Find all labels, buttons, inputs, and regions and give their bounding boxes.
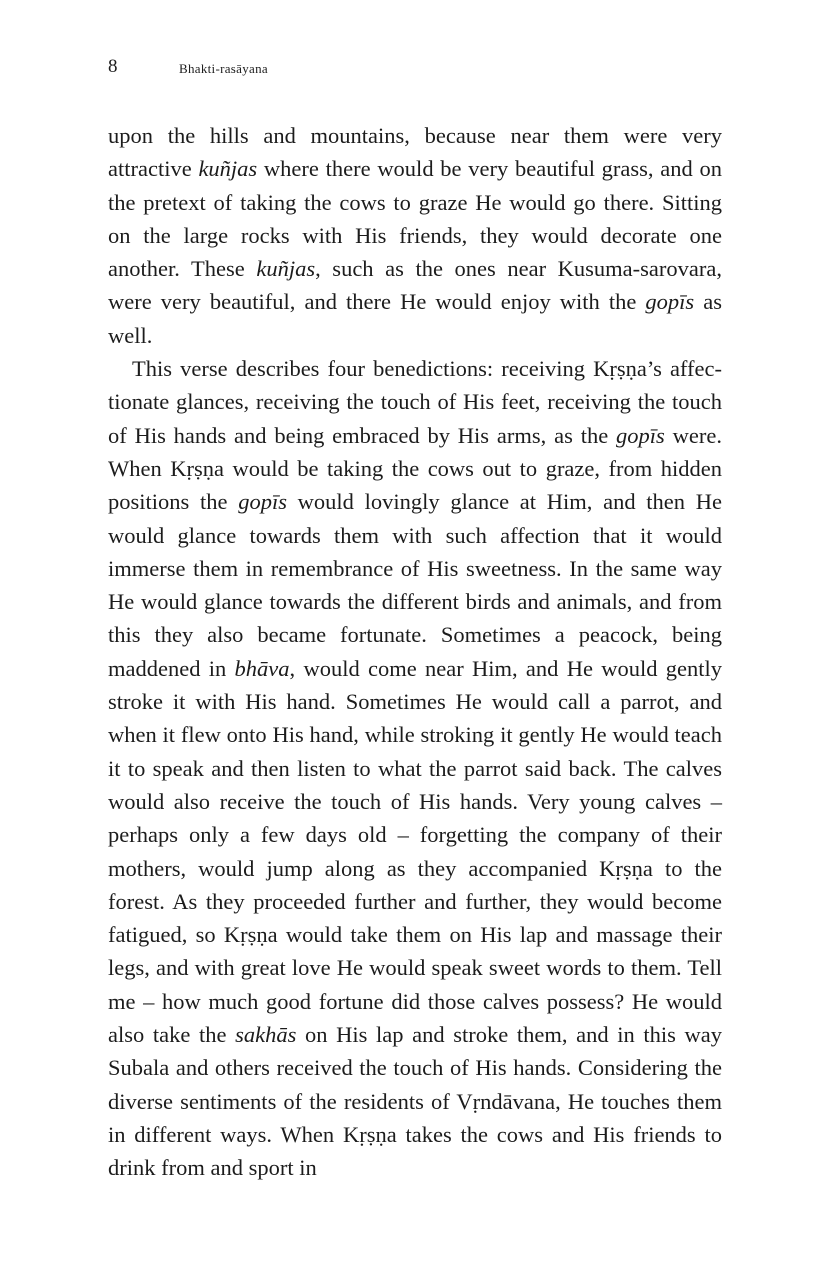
italic-term: kuñjas <box>256 256 316 282</box>
body-text <box>108 119 722 1185</box>
paragraph <box>108 119 722 352</box>
text-segment: , such as the ones near Kusuma-sarovara, were very beautiful, and there He would enjoy with the <box>108 256 722 315</box>
italic-term: gopīs <box>238 489 287 515</box>
italic-term: bhāva <box>234 655 290 681</box>
text-segment: would lovingly glance at Him, and then He would glance towards them with such affection that it would immerse them in remembrance of His sweetness. In the same way He would glance towards the different birds and animals, and from this they also became fortunate. Sometimes a peacock, being maddened in <box>108 489 722 681</box>
italic-term: kuñjas <box>198 156 258 182</box>
running-title: Bhakti-rasāyana <box>179 61 268 76</box>
text-segment: on His lap and stroke them, and in this way Subala and others received the touch of His hands. Considering the diverse sentiments of the residents of Vṛndāvana, He touches them in different ways. When Kṛṣṇa takes the cows and His friends to drink from and sport in <box>108 1022 722 1181</box>
text-segment: as well. <box>108 289 722 348</box>
text-segment: This verse describes four benedictions: receiving Kṛṣṇa’s affectionate glances, receiving the touch of His feet, receiving the touch of His hands and being embraced by His arms, as the <box>108 356 722 448</box>
text-segment: , would come near Him, and He would gently stroke it with His hand. Sometimes He would call a parrot, and when it flew onto His hand, while stroking it gently He would teach it to speak and then listen to what the parrot said back. The calves would also receive the touch of His hands. Very young calves – perhaps only a few days old – forgetting the company of their mothers, would jump along as they accompanied Kṛṣṇa to the forest. As they proceeded further and further, they would become fatigued, so Kṛṣṇa would take them on His lap and massage their legs, and with great love He would speak sweet words to them. Tell me – how much good fortune did those calves possess? He would also take the <box>108 655 722 1048</box>
paragraph <box>108 352 722 1184</box>
italic-term: gopīs <box>616 422 665 448</box>
text-segment: upon the hills and mountains, because near them were very attractive <box>108 123 722 182</box>
italic-term: gopīs <box>645 289 695 315</box>
page-number: 8 <box>108 56 118 77</box>
text-segment: where there would be very beautiful grass, and on the pretext of taking the cows to graze He would go there. Sitting on the large rocks with His friends, they would decorate one another. These <box>108 156 722 282</box>
text-segment: were. When Kṛṣṇa would be taking the cows out to graze, from hidden positions the <box>108 422 722 515</box>
italic-term: sakhās <box>235 1022 297 1048</box>
